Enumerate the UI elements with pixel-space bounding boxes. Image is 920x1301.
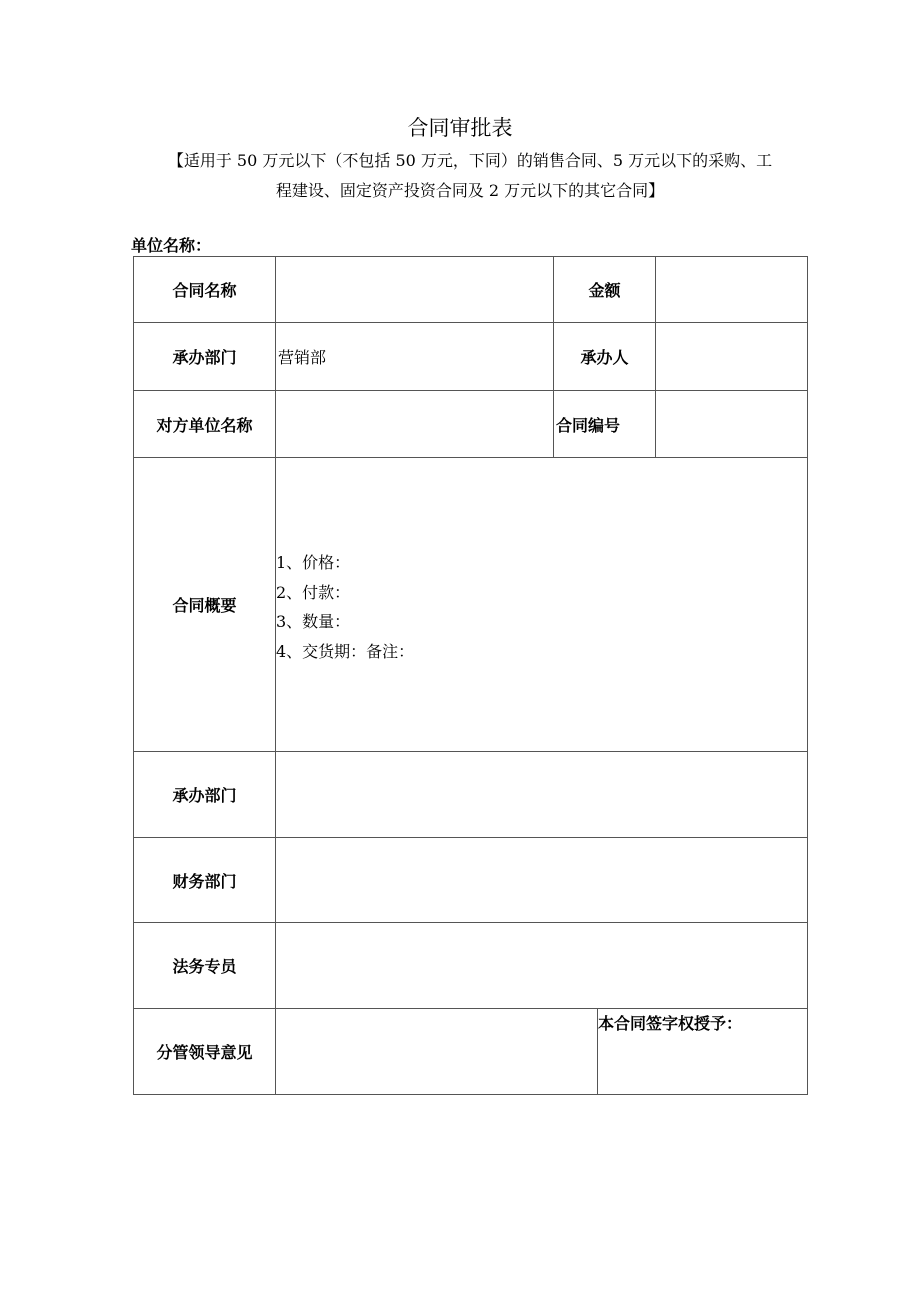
contract-number-field[interactable] <box>655 390 808 458</box>
counterparty-label: 对方单位名称 <box>133 390 276 458</box>
page-title: 合同审批表 <box>407 116 513 140</box>
finance-dept-label: 财务部门 <box>133 837 276 923</box>
counterparty-field[interactable] <box>275 390 554 458</box>
summary-line-quantity: 3、数量： <box>276 612 351 631</box>
legal-specialist-label: 法务专员 <box>133 922 276 1009</box>
handler-label: 承办人 <box>553 322 656 391</box>
review-dept-field[interactable] <box>275 751 808 838</box>
summary-line-price: 1、价格： <box>276 553 351 572</box>
summary-label: 合同概要 <box>133 457 276 752</box>
applicability-note-line-1: 【适用于 50 万元以下（不包括 50 万元，下同）的销售合同、5 万元以下的采购、工 <box>167 151 773 170</box>
unit-name-label: 单位名称： <box>131 236 212 255</box>
handling-dept-field[interactable]: 营销部 <box>275 322 554 391</box>
amount-label: 金额 <box>553 256 656 323</box>
leader-opinion-field[interactable] <box>275 1008 598 1095</box>
contract-name-field[interactable] <box>275 256 554 323</box>
applicability-note-line-2: 程建设、固定资产投资合同及 2 万元以下的其它合同】 <box>275 181 665 200</box>
contract-number-label: 合同编号 <box>553 390 656 458</box>
summary-line-delivery: 4、交货期：备注： <box>276 641 415 661</box>
contract-name-label: 合同名称 <box>133 256 276 323</box>
leader-opinion-label: 分管领导意见 <box>133 1008 276 1095</box>
summary-line-payment: 2、付款： <box>276 582 351 602</box>
handler-field[interactable] <box>655 322 808 391</box>
applicability-note <box>120 146 820 206</box>
handling-dept-label: 承办部门 <box>133 322 276 391</box>
finance-dept-field[interactable] <box>275 837 808 923</box>
signing-authority-label: 本合同签字权授予： <box>598 1014 743 1033</box>
amount-field[interactable] <box>655 256 808 323</box>
legal-specialist-field[interactable] <box>275 922 808 1009</box>
summary-lines <box>276 548 414 666</box>
review-dept-label: 承办部门 <box>133 751 276 838</box>
